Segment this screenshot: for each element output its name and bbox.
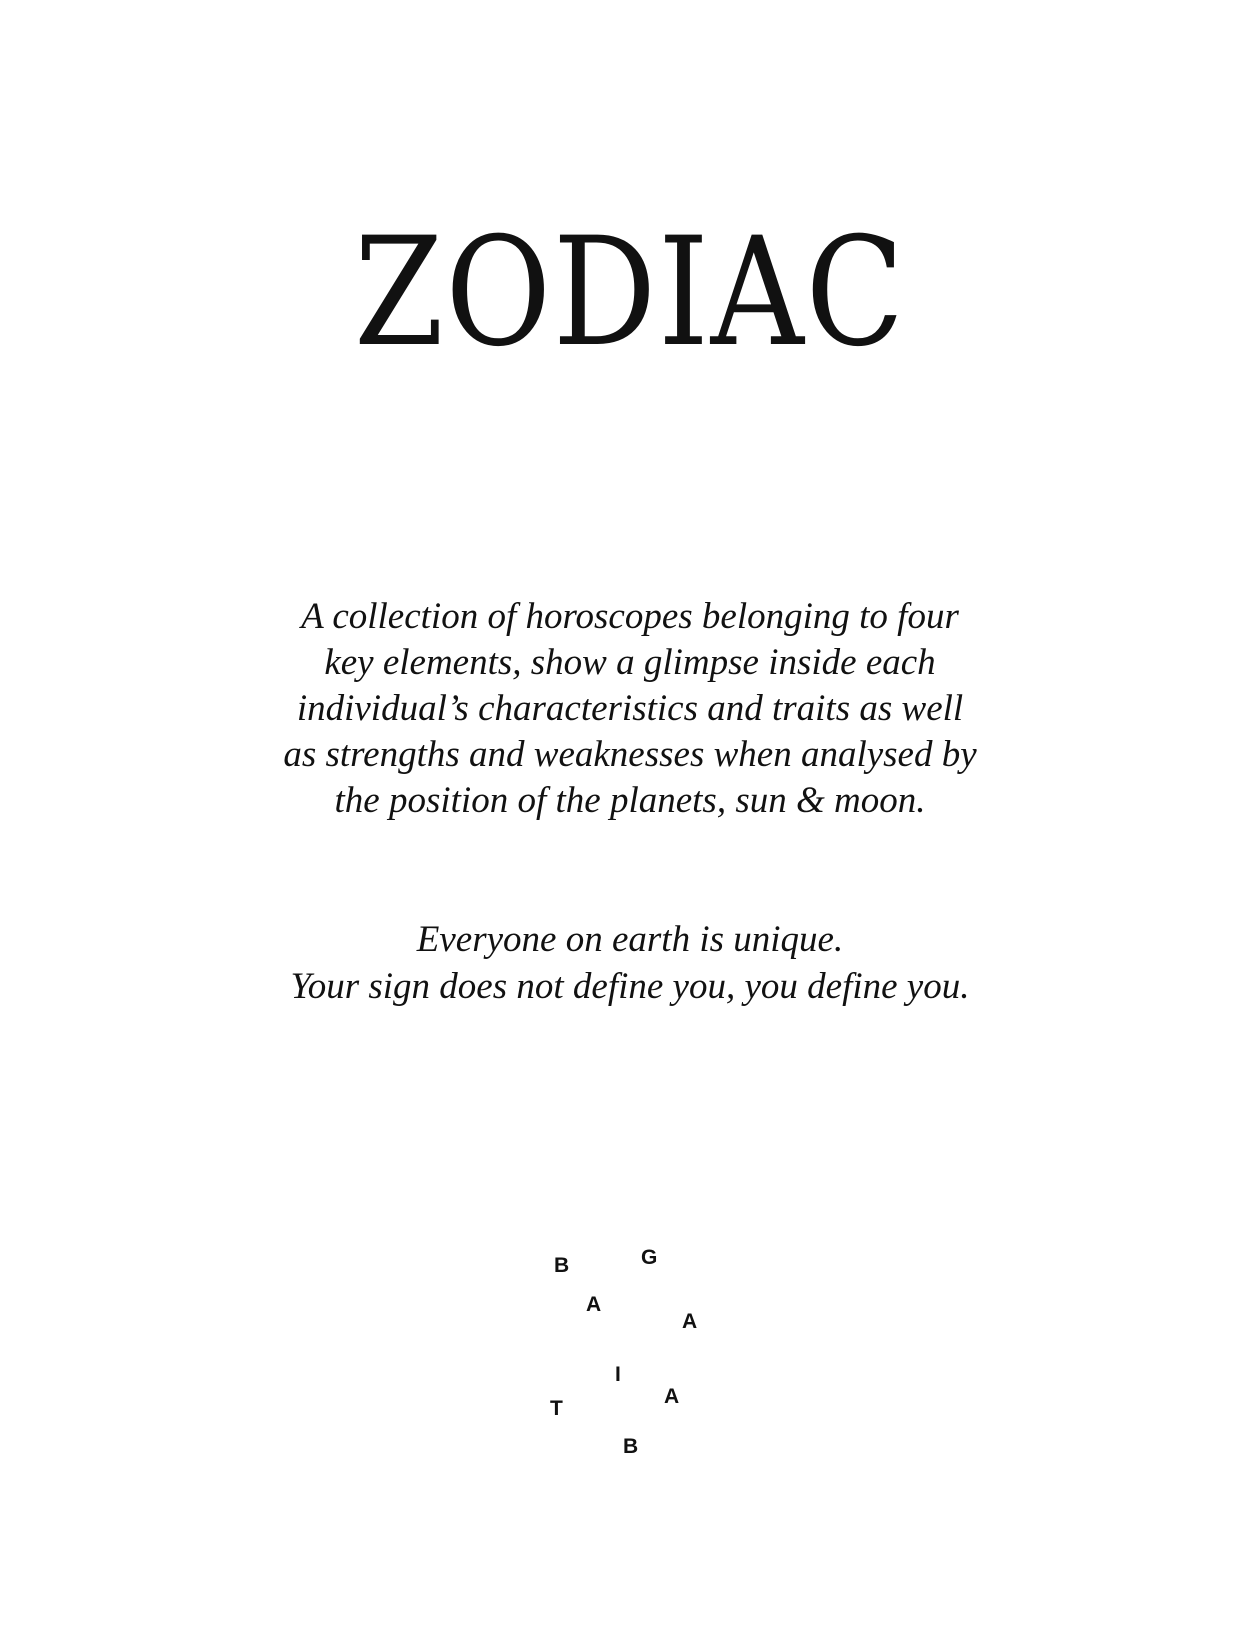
scattered-letters-logo bbox=[540, 1245, 740, 1475]
logo-letter: A bbox=[586, 1293, 602, 1316]
intro-line: A collection of horoscopes belonging to four bbox=[301, 596, 959, 637]
intro-paragraph bbox=[230, 594, 1030, 824]
logo-letter: A bbox=[664, 1385, 680, 1408]
logo-letter: A bbox=[682, 1310, 698, 1333]
intro-line: the position of the planets, sun & moon. bbox=[334, 780, 926, 821]
intro-line: key elements, show a glimpse inside each bbox=[324, 642, 936, 683]
motto-paragraph bbox=[230, 916, 1030, 1010]
logo-letter: B bbox=[623, 1435, 639, 1458]
motto-line: Your sign does not define you, you define you. bbox=[290, 966, 970, 1007]
logo-letter: I bbox=[615, 1363, 621, 1386]
page-title: ZODIAC bbox=[354, 206, 906, 380]
intro-line: individual’s characteristics and traits as well bbox=[296, 688, 964, 729]
motto-line: Everyone on earth is unique. bbox=[416, 919, 844, 960]
logo-letter: T bbox=[550, 1397, 563, 1420]
logo-letter: B bbox=[554, 1254, 570, 1277]
logo-letter: G bbox=[641, 1246, 658, 1269]
intro-line: as strengths and weaknesses when analysed by bbox=[283, 734, 977, 775]
